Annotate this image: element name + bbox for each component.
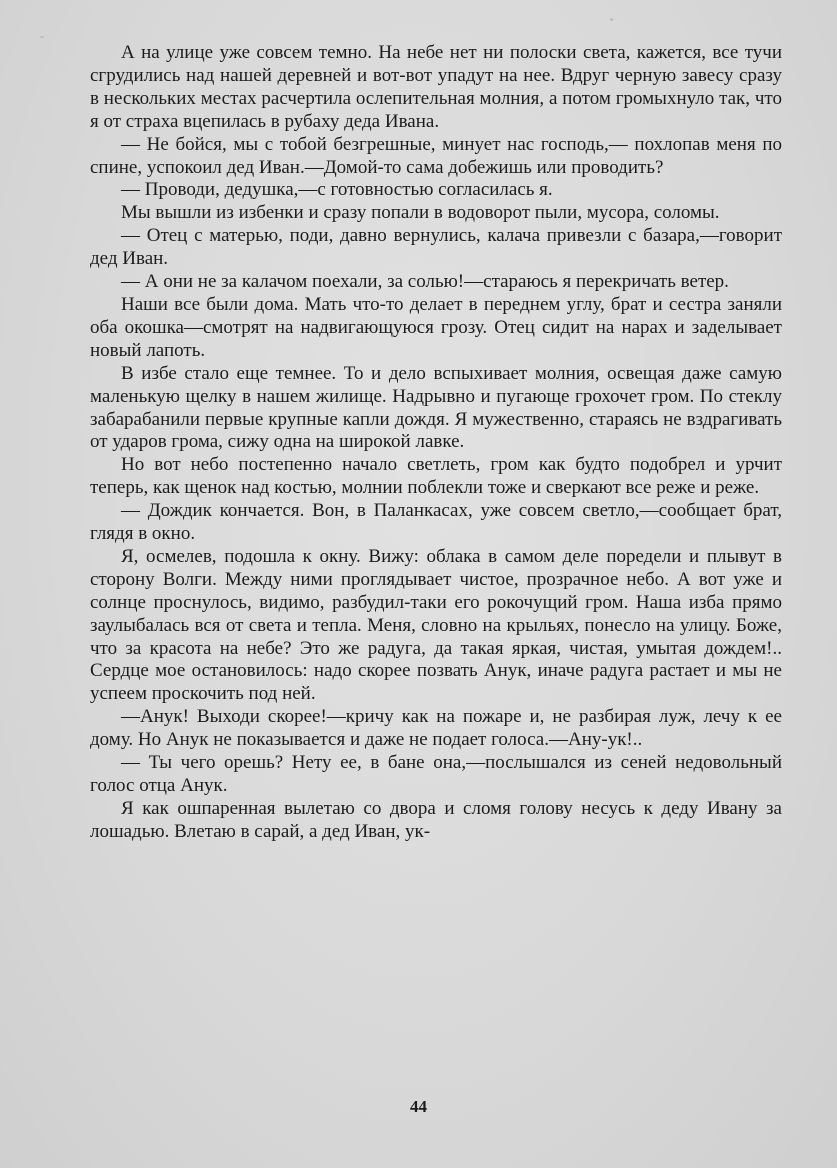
- paper-speck: [40, 36, 44, 38]
- paragraph: — Не бойся, мы с тобой безгрешные, минует нас господь,— похлопав меня по спине, успокоил дед Иван.—Домой-то сама добежишь или проводить?: [90, 133, 782, 178]
- paragraph: Наши все были дома. Мать что-то делает в переднем углу, брат и сестра заняли оба окошка—смотрят на надвигающуюся грозу. Отец сидит на нарах и заделывает новый лапоть.: [90, 293, 782, 361]
- paragraph: —Анук! Выходи скорее!—кричу как на пожаре и, не разбирая луж, лечу к ее дому. Но Анук не показывается и даже не подает голоса.—Ану-ук!..: [90, 706, 782, 751]
- paragraph: — Дождик кончается. Вон, в Паланкасах, уже совсем светло,—сообщает брат, глядя в окно.: [90, 500, 782, 545]
- page-number: 44: [410, 1097, 427, 1116]
- paragraph: — Отец с матерью, поди, давно вернулись, калача привезли с базара,—говорит дед Иван.: [90, 225, 782, 270]
- paragraph: А на улице уже совсем темно. На небе нет ни полоски света, кажется, все тучи сгрудились над нашей деревней и вот-вот упадут на нее. Вдруг черную завесу сразу в нескольких местах расчертила ослепительная молния, а потом громыхнуло так, что я от страха вцепилась в рубаху деда Ивана.: [90, 42, 782, 132]
- paragraph: — Ты чего орешь? Нету ее, в бане она,—послышался из сеней недовольный голос отца Анук.: [90, 752, 782, 796]
- body-text: [90, 42, 782, 844]
- paragraph: Но вот небо постепенно начало светлеть, гром как будто подобрел и урчит теперь, как щенок над костью, молнии поблекли тоже и сверкают все реже и реже.: [90, 454, 782, 499]
- paragraph: — Проводи, дедушка,—с готовностью согласилась я.: [121, 179, 553, 201]
- paragraph: — А они не за калачом поехали, за солью!—стараюсь я перекричать ветер.: [121, 271, 729, 293]
- paper-speck: [610, 18, 613, 21]
- paragraph: Я, осмелев, подошла к окну. Вижу: облака в самом деле поредели и плывут в сторону Волги. Между ними проглядывает чистое, прозрачное небо. А вот уже и солнце проснулось, видимо, разбудил-таки его рокочущий гром. Наша изба прямо заулыбалась вся от света и тепла. Меня, словно на крыльях, понесло на улицу. Боже, что за красота на небе? Это же радуга, да такая яркая, чистая, умытая дождем!.. Сердце мое остановилось: надо скорее позвать Анук, иначе радуга растает и мы не успеем проскочить под ней.: [90, 545, 782, 705]
- paragraph: Я как ошпаренная вылетаю со двора и сломя голову несусь к деду Ивану за лошадью. Влетаю в сарай, а дед Иван, ук-: [90, 797, 782, 842]
- paragraph: В избе стало еще темнее. То и дело вспыхивает молния, освещая даже самую маленькую щелку в нашем жилище. Надрывно и пугающе грохочет гром. По стеклу забарабанили первые крупные капли дождя. Я мужественно, стараясь не вздрагивать от ударов грома, сижу одна на широкой лавке.: [90, 362, 782, 453]
- paragraph: Мы вышли из избенки и сразу попали в водоворот пыли, мусора, соломы.: [121, 202, 720, 224]
